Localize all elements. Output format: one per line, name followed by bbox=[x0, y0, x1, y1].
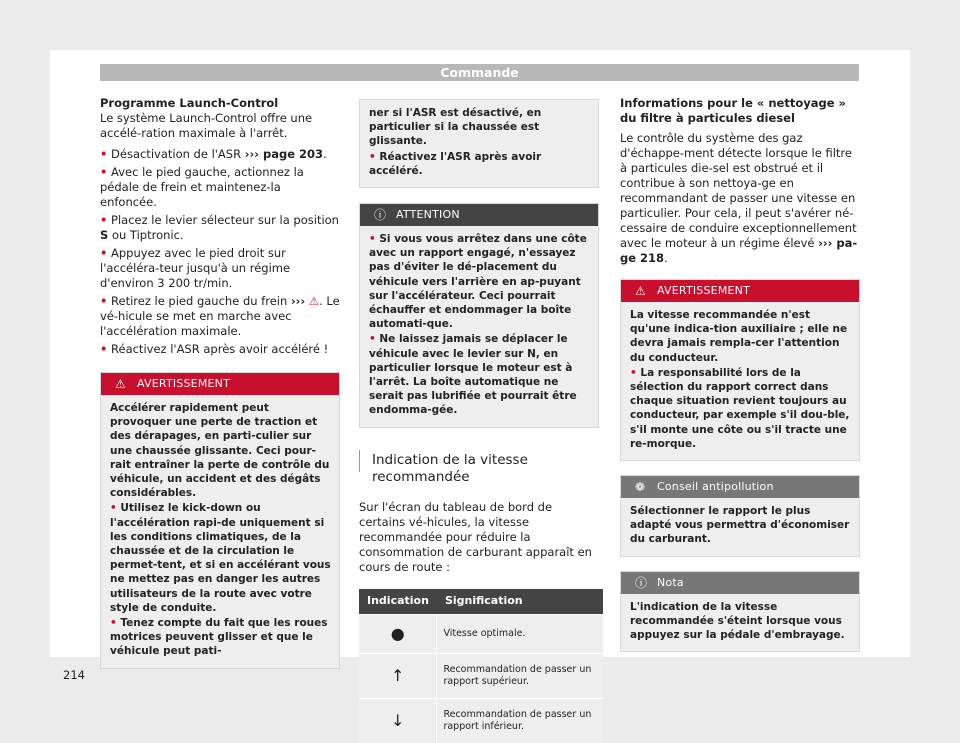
attention-box bbox=[359, 203, 599, 428]
attention-item bbox=[369, 232, 590, 331]
step-5 bbox=[100, 294, 340, 339]
section-title-recommended-gear: Indication de la vitesse recommandée bbox=[359, 452, 599, 486]
warning-box-body bbox=[621, 302, 859, 460]
attention-item-text: Ne laissez jamais se déplacer le véhicule avec le levier sur N, en particulier lorsque le moteur est à l'arrêt. La boîte automatique ne serait pas lubrifiée et pourrait être endomma-gée. bbox=[369, 333, 577, 417]
eco-tip-text: Sélectionner le rapport le plus adapté vous permettra d'économiser du carburant. bbox=[630, 505, 850, 546]
attention-box-header bbox=[360, 204, 598, 226]
page bbox=[50, 50, 910, 732]
column-right bbox=[620, 96, 860, 652]
recommended-gear-text: Sur l'écran du tableau de bord de certains vé-hicules, la vitesse recommandée pour réduire la consommation de carburant apparaît en cours de route : bbox=[359, 499, 592, 574]
arrow-down-icon: ↓ bbox=[359, 698, 437, 743]
warning-item bbox=[110, 501, 331, 615]
table-row bbox=[359, 653, 603, 698]
attention-item bbox=[369, 332, 590, 417]
step-text: Retirez le pied gauche du frein bbox=[111, 294, 291, 308]
eco-tip-header bbox=[621, 476, 859, 498]
warning-item-text: La responsabilité lors de la sélection du rapport correct dans chaque situation revient toujours au conducteur, par exemple s'il dou-ble, s'il monte une côte ou s'il tracte une re-morque. bbox=[630, 366, 850, 450]
bullet-icon: • bbox=[369, 233, 376, 246]
warning-triangle-icon: ⚠ bbox=[635, 284, 646, 298]
note-box-header bbox=[621, 572, 859, 594]
section-title-launch-control: Programme Launch-Control bbox=[100, 96, 279, 110]
warning-title: AVERTISSEMENT bbox=[137, 377, 231, 390]
warning-ref-link[interactable]: ››› bbox=[290, 294, 306, 308]
warning-box-gear bbox=[620, 279, 860, 461]
table-header-signification: Signification bbox=[437, 589, 603, 615]
warning-continued-body bbox=[360, 100, 598, 187]
info-icon: ⓘ bbox=[635, 575, 648, 590]
bullet-icon: • bbox=[110, 502, 117, 515]
warning-box-header bbox=[621, 280, 859, 302]
eco-tip-body bbox=[621, 498, 859, 556]
warning-box-body bbox=[101, 395, 339, 668]
warning-item-text: Réactivez l'ASR après avoir accéléré. bbox=[369, 150, 542, 177]
step-tail: . bbox=[323, 147, 327, 161]
step-2 bbox=[100, 165, 340, 210]
column-middle bbox=[359, 99, 599, 743]
table-row bbox=[359, 614, 603, 653]
warning-title: AVERTISSEMENT bbox=[657, 284, 751, 297]
step-tail: . Le vé-hicule se met en marche avec l'accélération maximale. bbox=[100, 294, 340, 338]
step-text: Appuyez avec le pied droit sur l'accéléra-teur jusqu'à un régime d'environ 3 200 tr/min. bbox=[100, 246, 291, 290]
section-title-dpf: Informations pour le « nettoyage » du filtre à particules diesel bbox=[620, 96, 846, 125]
dpf-body: Le contrôle du système des gaz d'échappe-ment détecte lorsque le filtre à particules die-sel est obstrué et il contribue à son nettoya-ge en recommandant de passer une vitesse en particulier. Pour cela, il peut s'avérer né-cessaire de conduire exceptionnellement avec le moteur à un régime élevé bbox=[620, 131, 857, 250]
eco-tip-box bbox=[620, 475, 860, 557]
warning-item bbox=[630, 366, 851, 451]
warning-box-header bbox=[101, 373, 339, 395]
attention-item-text: Si vous vous arrêtez dans une côte avec un rapport engagé, n'essayez pas d'éviter le dé-placement du véhicule vers l'arrière en ap-puyant sur l'accélérateur. Ceci pourrait échauffer et endommager la boîte automati-que. bbox=[369, 233, 587, 331]
warning-box-launch bbox=[100, 372, 340, 669]
eco-tip-title: Conseil antipollution bbox=[657, 480, 774, 494]
table-row bbox=[359, 698, 603, 743]
table-header-row bbox=[359, 589, 603, 615]
table-cell: Recommandation de passer un rapport supérieur. bbox=[437, 653, 603, 698]
step-text: Avec le pied gauche, actionnez la pédale de frein et maintenez-la enfoncée. bbox=[100, 165, 304, 209]
note-box bbox=[620, 571, 860, 653]
bullet-icon: • bbox=[100, 342, 108, 356]
bullet-icon: • bbox=[369, 150, 376, 163]
bullet-icon: • bbox=[100, 246, 108, 260]
bullet-icon: • bbox=[110, 617, 117, 630]
step-text: Placez le levier sélecteur sur la position bbox=[111, 213, 339, 227]
page-ref-link[interactable]: ››› page 203 bbox=[244, 147, 324, 161]
dpf-tail: . bbox=[664, 251, 668, 265]
step-tail: ou Tiptronic. bbox=[108, 228, 184, 242]
attention-title: ATTENTION bbox=[396, 208, 460, 222]
warning-item bbox=[369, 150, 590, 178]
bullet-icon: • bbox=[100, 213, 108, 227]
attention-box-body bbox=[360, 226, 598, 427]
bullet-icon: • bbox=[630, 366, 637, 379]
step-6 bbox=[100, 342, 340, 357]
warning-box-continued bbox=[359, 99, 599, 188]
step-4 bbox=[100, 246, 340, 291]
table-header-indication: Indication bbox=[359, 589, 437, 615]
step-3 bbox=[100, 213, 340, 243]
warning-continued-text: ner si l'ASR est désactivé, en particulier si la chaussée est glissante. bbox=[369, 107, 542, 148]
arrow-up-icon: ↑ bbox=[359, 653, 437, 698]
position-s-label: S bbox=[100, 228, 109, 242]
page-ref-link[interactable]: ››› pa-ge 218 bbox=[620, 236, 858, 265]
warning-intro: La vitesse recommandée n'est qu'une indica-tion auxiliaire ; elle ne devra jamais rempla-cer l'attention du conducteur. bbox=[630, 309, 848, 364]
warning-triangle-icon: ⚠ bbox=[115, 377, 126, 391]
dpf-text bbox=[620, 131, 860, 266]
column-left bbox=[100, 96, 340, 669]
bullet-icon: • bbox=[100, 165, 108, 179]
warning-triangle-icon: ⚠ bbox=[308, 294, 320, 308]
step-text: Réactivez l'ASR après avoir accéléré ! bbox=[111, 342, 329, 356]
table-cell: Vitesse optimale. bbox=[437, 614, 603, 653]
bullet-icon: • bbox=[100, 147, 108, 161]
warning-item-text: Utilisez le kick-down ou l'accélération rapi-de uniquement si les conditions climatiques, de la chaussée et de la circulation le permet-tent, et si en accélérant vous ne mettez pas en danger les autres utilisateurs de la route avec votre style de conduite. bbox=[110, 502, 331, 614]
warning-intro: Accélérer rapidement peut provoquer une perte de traction et des dérapages, en parti-culier sur une chaussée glissante. Ceci pour-rait entraîner la perte de contrôle du véhicule, un accident et des dégâts considérables. bbox=[110, 402, 330, 500]
step-text: Désactivation de l'ASR bbox=[111, 147, 245, 161]
warning-item-text: Tenez compte du fait que les roues motrices peuvent glisser et que le véhicule peut pati- bbox=[110, 617, 328, 658]
info-circle-icon: ⓘ bbox=[374, 208, 387, 223]
table-cell: Recommandation de passer un rapport inférieur. bbox=[437, 698, 603, 743]
indication-table bbox=[359, 589, 603, 743]
note-box-body bbox=[621, 594, 859, 652]
page-header: Commande bbox=[100, 64, 859, 81]
leaf-icon: ❁ bbox=[635, 480, 646, 495]
launch-control-intro: Le système Launch-Control offre une accélé-ration maximale à l'arrêt. bbox=[100, 111, 313, 140]
warning-item bbox=[110, 616, 331, 659]
page-number: 214 bbox=[63, 668, 85, 682]
bullet-icon: • bbox=[369, 333, 376, 346]
step-1 bbox=[100, 147, 340, 162]
circle-icon: ● bbox=[359, 614, 437, 653]
note-text: L'indication de la vitesse recommandée s'éteint lorsque vous appuyez sur la pédale d'embrayage. bbox=[630, 600, 845, 642]
note-title: Nota bbox=[657, 575, 684, 589]
bullet-icon: • bbox=[100, 294, 108, 308]
